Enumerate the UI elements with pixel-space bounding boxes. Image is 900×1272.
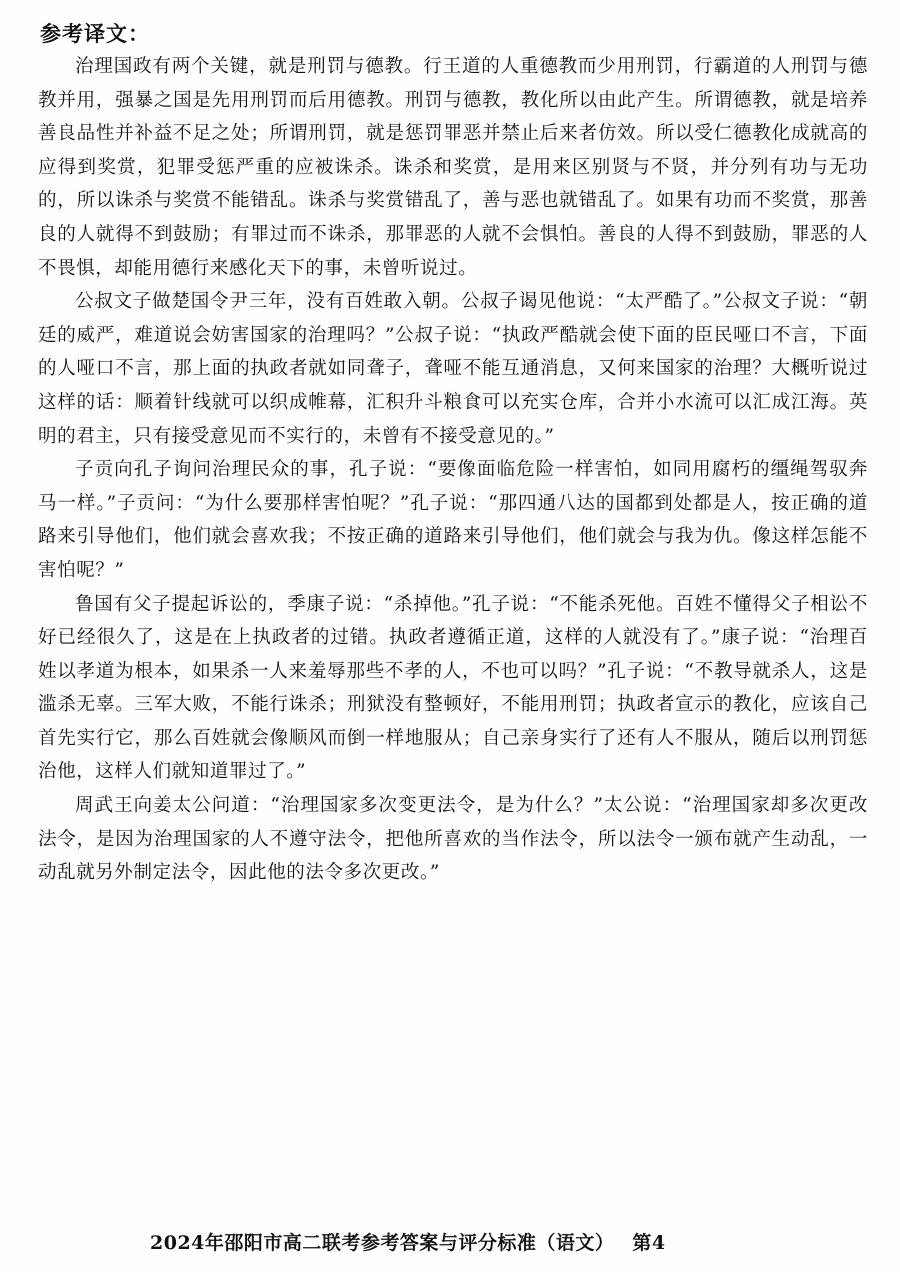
page-footer (150, 1228, 666, 1255)
paragraph-5: 周武王向姜太公问道：“治理国家多次变更法令，是为什么？”太公说：“治理国家却多次更改法令，是因为治理国家的人不遵守法令，把他所喜欢的当作法令，所以法令一颁布就产生动乱，一动乱就另外制定法令，因此他的法令多次更改。” (38, 795, 868, 884)
paragraph-1: 治理国政有两个关键，就是刑罚与德教。行王道的人重德教而少用刑罚，行霸道的人刑罚与德教并用，强暴之国是先用刑罚而后用德教。刑罚与德教，教化所以由此产生。所谓德教，就是培养善良品性并补益不足之处；所谓刑罚，就是惩罚罪恶并禁止后来者仿效。所以受仁德教化成就高的应得到奖赏，犯罪受惩严重的应被诛杀。诛杀和奖赏，是用来区别贤与不贤，并分列有功与无功的，所以诛杀与奖赏不能错乱。诛杀与奖赏错乱了，善与恶也就错乱了。如果有功而不奖赏，那善良的人就得不到鼓励；有罪过而不诛杀，那罪恶的人就不会惧怕。善良的人得不到鼓励，罪恶的人不畏惧，却能用德行来感化天下的事，未曾听说过。 (38, 56, 868, 279)
translation-body (38, 50, 868, 890)
paragraph-3: 子贡向孔子询问治理民众的事，孔子说：“要像面临危险一样害怕，如同用腐朽的缰绳驾驭奔马一样。”子贡问：“为什么要那样害怕呢？”孔子说：“那四通八达的国都到处都是人，按正确的道路来引导他们，他们就会喜欢我；不按正确的道路来引导他们，他们就会与我为仇。像这样怎能不害怕呢？” (38, 459, 868, 581)
paragraph-4: 鲁国有父子提起诉讼的，季康子说：“杀掉他。”孔子说：“不能杀死他。百姓不懂得父子相讼不好已经很久了，这是在上执政者的过错。执政者遵循正道，这样的人就没有了。”康子说：“治理百姓以孝道为根本，如果杀一人来羞辱那些不孝的人，不也可以吗？”孔子说：“不教导就杀人，这是滥杀无辜。三军大败，不能行诛杀；刑狱没有整顿好，不能用刑罚；执政者宣示的教化，应该自己首先实行它，那么百姓就会像顺风而倒一样地服从；自己亲身实行了还有人不服从，随后以刑罚惩治他，这样人们就知道罪过了。” (38, 593, 868, 783)
page-number: 第4 (632, 1232, 666, 1254)
paragraph-2: 公叔文子做楚国令尹三年，没有百姓敢入朝。公叔子谒见他说：“太严酷了。”公叔文子说：“朝廷的威严，难道说会妨害国家的治理吗？”公叔子说：“执政严酷就会使下面的臣民哑口不言，下面的人哑口不言，那上面的执政者就如同聋子，聋哑不能互通消息，又何来国家的治理？大概听说过这样的话：顺着针线就可以织成帷幕，汇积升斗粮食可以充实仓库，合并小水流可以汇成江海。英明的君主，只有接受意见而不实行的，未曾有不接受意见的。” (38, 291, 868, 447)
footer-title: 2024年邵阳市高二联考参考答案与评分标准（语文） (150, 1232, 615, 1254)
section-heading: 参考译文： (40, 22, 150, 46)
